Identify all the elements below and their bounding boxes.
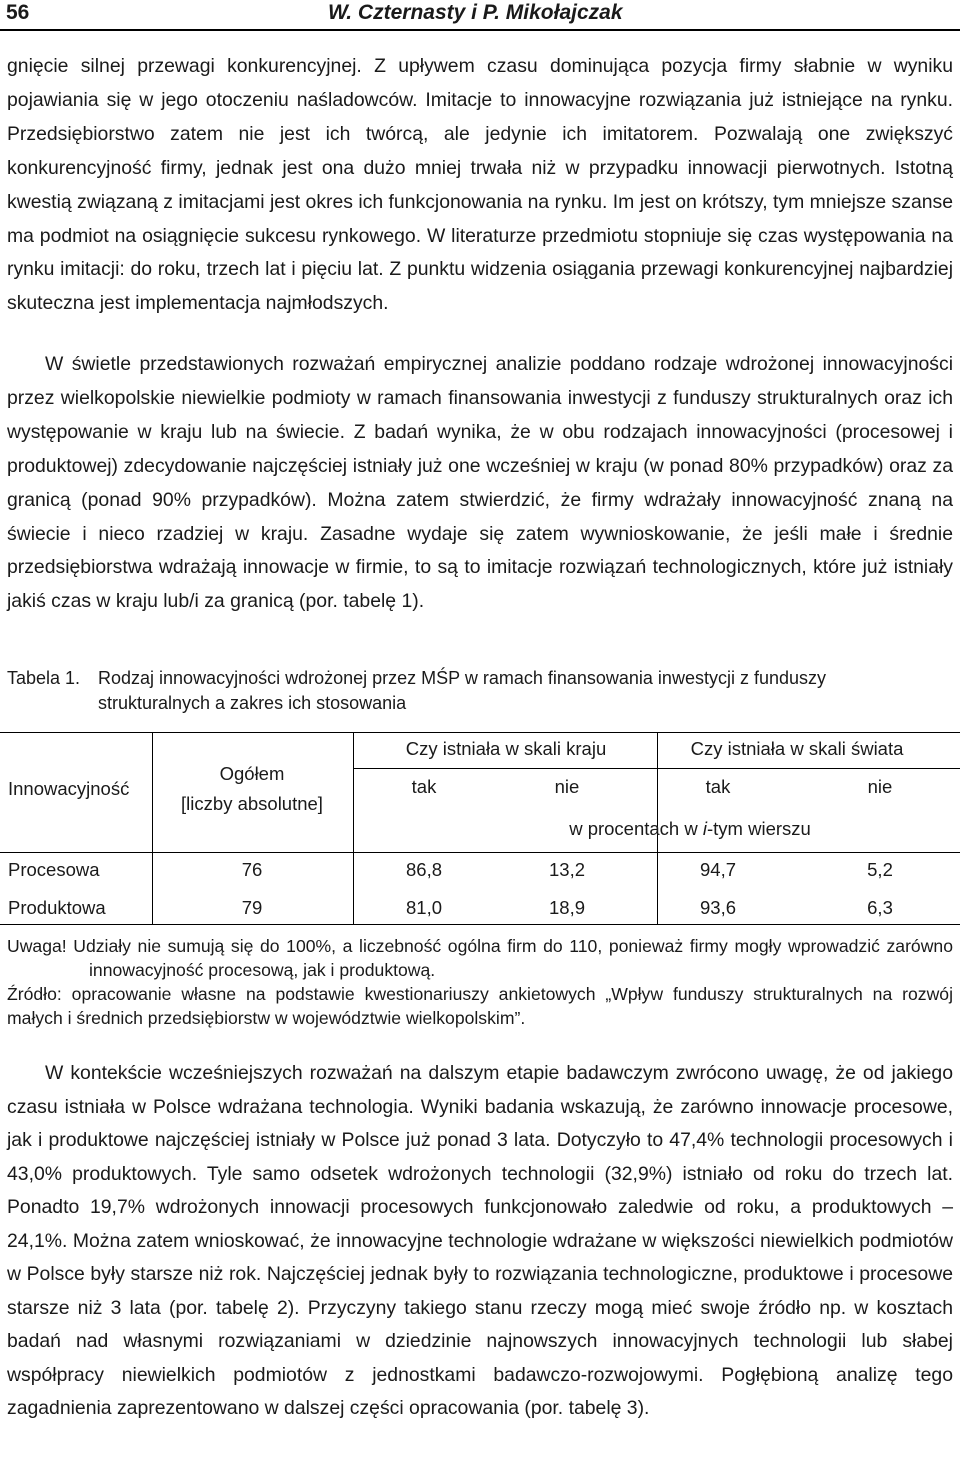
col-head-kraj-tak: tak — [411, 776, 437, 797]
row-produktowa-swiat-tak: 93,6 — [699, 897, 737, 918]
row-produktowa-kraj-nie: 18,9 — [548, 897, 586, 918]
table-header-rule — [0, 852, 960, 853]
table-col-rule-1 — [152, 732, 153, 924]
header-rule — [0, 29, 960, 31]
table-caption-text: Rodzaj innowacyjności wdrożonej przez MŚP w ramach finansowania inwestycji z funduszy strukturalnych a zakres ich stosowania — [98, 668, 826, 713]
col-head-kraj-nie: nie — [554, 776, 580, 797]
col-head-innowacyjnosc: Innowacyjność — [8, 778, 130, 799]
table-1 — [0, 728, 960, 928]
table-bottom-rule — [0, 924, 960, 925]
table-source: Źródło: opracowanie własne na podstawie kwestionariuszy ankietowych „Wpływ funduszy strukturalnych na rozwój małych i średnich przedsiębiorstw w województwie wielkopolskim”. — [7, 984, 953, 1028]
col-head-swiat-nie: nie — [867, 776, 893, 797]
row-procesowa-swiat-nie: 5,2 — [867, 859, 893, 880]
col-head-swiat-tak: tak — [705, 776, 731, 797]
row-procesowa-kraj-nie: 13,2 — [548, 859, 586, 880]
col-group-kraj: Czy istniała w skali kraju — [405, 738, 607, 759]
row-produktowa-swiat-nie: 6,3 — [867, 897, 893, 918]
row-produktowa-kraj-tak: 81,0 — [405, 897, 443, 918]
table-notes — [7, 934, 953, 1030]
row-procesowa-label: Procesowa — [8, 859, 100, 880]
row-procesowa-total: 76 — [241, 859, 263, 880]
col-head-percent-note: w procentach w i-tym wierszu — [569, 818, 811, 839]
page-header — [0, 0, 960, 30]
table-note: Uwaga! Udziały nie sumują się do 100%, a liczebność ogólna firm do 110, ponieważ firmy mogły wprowadzić zarówno innowacyjność procesową, jak i produktową. — [7, 936, 953, 980]
col-head-ogolem-unit: [liczby absolutne] — [181, 793, 323, 814]
paragraph-3: W kontekście wcześniejszych rozważań na dalszym etapie badawczym zwrócono uwagę, że od jakiego czasu istniała w Polsce wdrażana technologia. Wyniki badania wskazują, że zarówno innowacje procesowe, jak i produktowe najczęściej istniały w Polsce już ponad 3 lata. Dotyczyło to 47,4% technologii procesowych i 43,0% produktowych. Tyle samo odsetek wdrożonych technologii (32,9%) istniało od roku do trzech lat. Ponadto 19,7% wdrożonych innowacji procesowych funkcjonowało zaledwie od roku, a produktowych – 24,1%. Można zatem wnioskować, że innowacyjne technologie wdrażane w większości niewielkich podmiotów w Polsce były starsze niż rok. Najczęściej jednak były to rozwiązania technologiczne, produktowe i procesowe starsze niż 3 lata (por. tabelę 2). Przyczyny takiego stanu rzeczy mogą mieć swoje źródło np. w kosztach badań nad własnymi rozwiązaniami w dziedzinie najnowszych innowacyjnych technologii lub słabej współpracy niewielkich podmiotów z jednostkami badawczo-rozwojowymi. Pogłębioną analizę tego zagadnienia zaprezentowano w dalszej części opracowania (por. tabelę 3). — [7, 1062, 953, 1419]
col-head-ogolem: Ogółem — [219, 763, 285, 784]
page-number: 56 — [6, 1, 30, 24]
col-group-swiat: Czy istniała w skali świata — [690, 738, 904, 759]
paragraph-1: gnięcie silnej przewagi konkurencyjnej. Z upływem czasu dominująca pozycja firmy słabnie w wyniku pojawiania się w jego otoczeniu naśladowców. Imitacje to innowacyjne rozwiązania już istniejące na rynku. Przedsiębiorstwo zatem nie jest ich twórcą, ale jedynie ich imitatorem. Pozwalają one zwiększyć konkurencyjność firmy, jednak jest ona dużo mniej trwała niż w przypadku innowacji pierwotnych. Istotną kwestią związaną z imitacjami jest okres ich funkcjonowania na rynku. Im jest on krótszy, tym mniejsze szanse ma podmiot na osiągnięcie sukcesu rynkowego. W literaturze przedmiotu stopniuje się czas występowania na rynku imitacji: do roku, trzech lat i pięciu lat. Z punktu widzenia osiągania przewagi konkurencyjnej najbardziej skuteczna jest implementacja najmłodszych. — [7, 55, 953, 315]
table-caption-label: Tabela 1. — [7, 668, 81, 688]
table-top-rule — [0, 732, 960, 733]
row-procesowa-kraj-tak: 86,8 — [405, 859, 443, 880]
table-col-rule-2 — [353, 732, 354, 924]
row-procesowa-swiat-tak: 94,7 — [699, 859, 737, 880]
row-produktowa-label: Produktowa — [8, 897, 106, 918]
running-title: W. Czternasty i P. Mikołajczak — [328, 1, 623, 24]
paragraph-2: W świetle przedstawionych rozważań empirycznej analizie poddano rodzaje wdrożonej innowacyjności przez wielkopolskie niewielkie podmioty w ramach finansowania inwestycji z funduszy strukturalnych oraz ich występowanie w kraju lub na świecie. Z badań wynika, że w obu rodzajach innowacyjności (procesowej i produktowej) zdecydowanie najczęściej istniały już one wcześniej w kraju (w ponad 80% przypadków) oraz za granicą (ponad 90% przypadków). Można zatem stwierdzić, że firmy wdrażały innowacyjność znaną na świecie i nieco rzadziej w kraju. Zasadne wydaje się zatem wywnioskowanie, że jeśli małe i średnie przedsiębiorstwa wdrażają innowacje w firmie, to są to imitacje rozwiązań technologicznych, które już istniały jakiś czas w kraju lub/i za granicą (por. tabelę 1). — [7, 353, 953, 613]
row-produktowa-total: 79 — [241, 897, 263, 918]
